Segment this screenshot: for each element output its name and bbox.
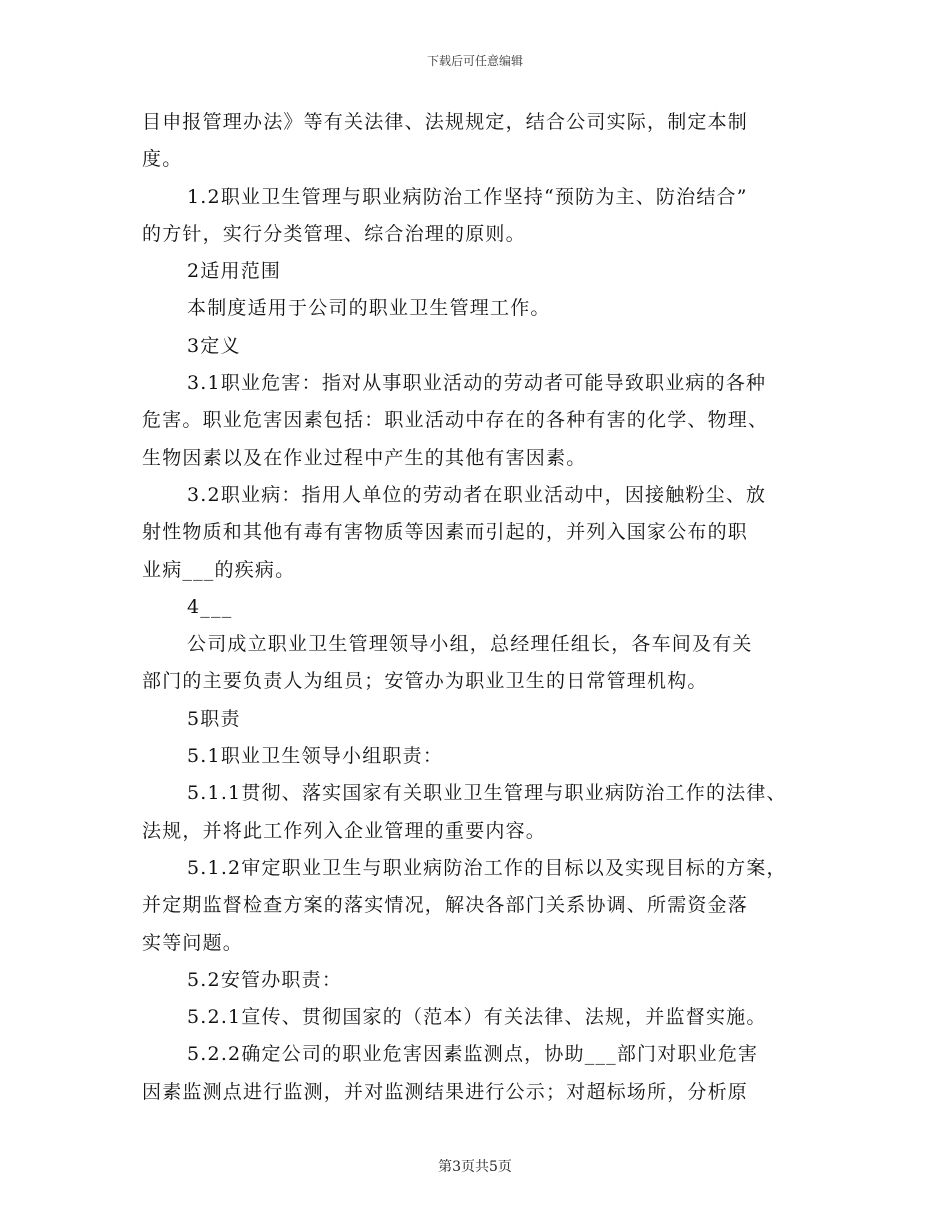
text-line: 3.2职业病：指用人单位的劳动者在职业活动中，因接触粉尘、放 xyxy=(187,483,767,506)
page-header: 下载后可任意编辑 xyxy=(426,54,523,68)
text-line: 射性物质和其他有毒有害物质等因素而引起的，并列入国家公布的职 xyxy=(142,521,749,544)
text-line: 4___ xyxy=(187,595,233,618)
text-line: 目申报管理办法》等有关法律、法规规定，结合公司实际，制定本制 xyxy=(142,111,749,133)
text-line: 公司成立职业卫生管理领导小组，总经理任组长，各车间及有关 xyxy=(187,633,753,656)
text-line: 5.1.2审定职业卫生与职业病防治工作的目标以及实现目标的方案， xyxy=(187,856,787,879)
text-line: 5.2.2确定公司的职业危害因素监测点，协助___部门对职业危害 xyxy=(187,1043,759,1066)
text-line: 因素监测点进行监测，并对监测结果进行公示；对超标场所，分析原 xyxy=(142,1080,749,1103)
text-line: 5.2.1宣传、贯彻国家的（范本）有关法律、法规，并监督实施。 xyxy=(187,1006,767,1029)
text-line: 生物因素以及在作业过程中产生的其他有害因素。 xyxy=(142,446,587,469)
text-line: 5.1职业卫生领导小组职责： xyxy=(187,745,444,768)
text-line: 5.2安管办职责： xyxy=(187,968,343,991)
text-line: 部门的主要负责人为组员；安管办为职业卫生的日常管理机构。 xyxy=(142,670,708,693)
document-body xyxy=(142,104,822,1111)
text-line: 本制度适用于公司的职业卫生管理工作。 xyxy=(187,297,551,320)
text-line: 并定期监督检查方案的落实情况，解决各部门关系协调、所需资金落 xyxy=(142,894,749,917)
text-line: 5职责 xyxy=(187,707,241,730)
text-line: 度。 xyxy=(142,148,183,171)
text-line: 3定义 xyxy=(187,334,241,357)
text-line: 法规，并将此工作列入企业管理的重要内容。 xyxy=(142,819,547,842)
text-line: 业病___的疾病。 xyxy=(142,558,296,581)
text-line: 3.1职业危害：指对从事职业活动的劳动者可能导致职业病的各种 xyxy=(187,372,767,395)
text-line: 1.2职业卫生管理与职业病防治工作坚持“预防为主、防治结合” xyxy=(187,185,748,208)
text-line: 的方针，实行分类管理、综合治理的原则。 xyxy=(142,222,526,245)
text-line: 实等问题。 xyxy=(142,931,244,954)
text-line: 2适用范围 xyxy=(187,260,282,283)
text-line: 危害。职业危害因素包括：职业活动中存在的各种有害的化学、物理、 xyxy=(142,409,769,432)
text-line: 5.1.1贯彻、落实国家有关职业卫生管理与职业病防治工作的法律、 xyxy=(187,782,787,805)
page-footer: 第3页共5页 xyxy=(438,1159,512,1175)
